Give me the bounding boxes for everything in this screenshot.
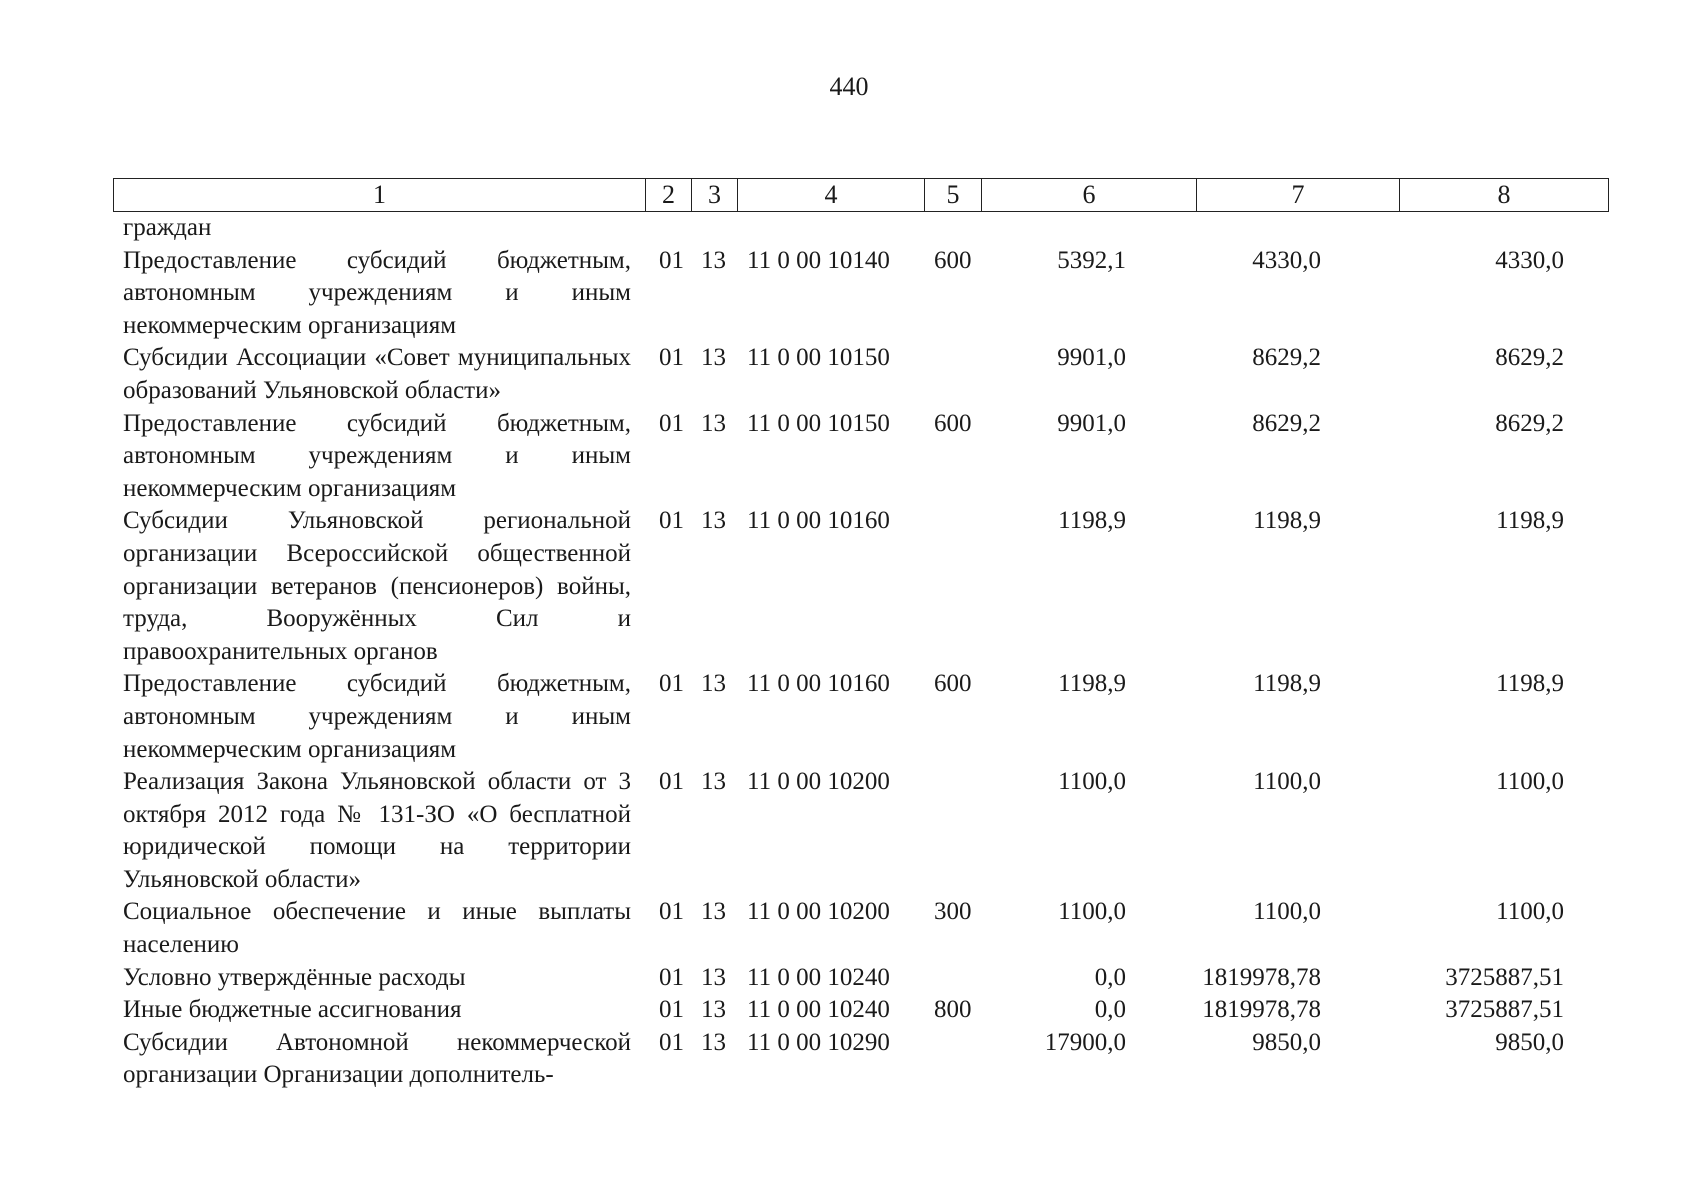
row-description: Реализация Закона Ульяновской области от 3 октября 2012 года № 131-ЗО «О бесплатной юридической помощи на территории Ульяновской области» — [123, 768, 631, 893]
row-subsection: 13 — [701, 507, 726, 535]
row-subsection: 13 — [701, 409, 726, 437]
row-amount-col6: 9901,0 — [1057, 344, 1126, 372]
row-amount-col7 — [1196, 212, 1399, 245]
row-amount-col7: 1819978,78 — [1202, 963, 1321, 991]
row-description: Предоставление субсидий бюджетным, автономным учреждениям и иным некоммерческим организациям — [123, 670, 631, 763]
row-target-article: 11 0 00 10160 — [747, 670, 890, 698]
row-amount-col6: 0,0 — [1094, 963, 1126, 991]
header-col-1: 1 — [114, 179, 646, 212]
budget-table — [113, 212, 1608, 1092]
row-target-article — [737, 212, 924, 245]
row-amount-col8: 1100,0 — [1496, 898, 1564, 926]
row-amount-col6: 1198,9 — [1058, 670, 1126, 698]
table-row — [113, 962, 1608, 995]
row-section: 01 — [659, 963, 684, 991]
row-amount-col7: 1100,0 — [1253, 768, 1321, 796]
row-subsection: 13 — [701, 246, 726, 274]
table-row — [113, 245, 1608, 343]
row-section: 01 — [659, 898, 684, 926]
row-target-article: 11 0 00 10140 — [747, 246, 890, 274]
row-expense-type — [924, 212, 981, 245]
header-col-4: 4 — [738, 179, 925, 212]
row-description: Социальное обеспечение и иные выплаты населению — [123, 898, 631, 959]
row-amount-col8 — [1399, 212, 1608, 245]
row-expense-type: 800 — [934, 996, 972, 1024]
row-amount-col8: 3725887,51 — [1445, 963, 1564, 991]
row-expense-type — [924, 505, 981, 668]
page-number: 440 — [829, 72, 869, 101]
row-section — [645, 212, 691, 245]
row-amount-col8: 8629,2 — [1495, 344, 1564, 372]
table-row — [113, 1027, 1608, 1092]
row-amount-col7: 1198,9 — [1253, 670, 1321, 698]
table-body — [113, 212, 1608, 1092]
row-section: 01 — [659, 996, 684, 1024]
row-amount-col6: 1100,0 — [1058, 898, 1126, 926]
row-expense-type — [924, 962, 981, 995]
row-description: Условно утверждённые расходы — [123, 963, 466, 991]
row-target-article: 11 0 00 10290 — [747, 1028, 890, 1056]
row-description: Субсидии Ассоциации «Совет муниципальных образований Ульяновской области» — [123, 344, 631, 404]
row-subsection: 13 — [701, 898, 726, 926]
row-description: граждан — [123, 214, 212, 241]
row-amount-col8: 8629,2 — [1495, 409, 1564, 437]
header-col-2: 2 — [646, 179, 692, 212]
row-amount-col8: 1100,0 — [1496, 768, 1564, 796]
row-section: 01 — [659, 1028, 684, 1056]
row-expense-type — [924, 342, 981, 407]
row-expense-type: 600 — [934, 246, 972, 274]
table-header — [113, 178, 1609, 212]
row-description: Субсидии Ульяновской региональной организации Всероссийской общественной организации ветеранов (пенсионеров) войны, труда, Вооружённых Сил и правоохранительных органов — [123, 507, 631, 665]
row-amount-col8: 4330,0 — [1495, 246, 1564, 274]
table-row — [113, 896, 1608, 961]
row-target-article: 11 0 00 10200 — [747, 898, 890, 926]
row-section: 01 — [659, 344, 684, 372]
row-subsection: 13 — [701, 996, 726, 1024]
row-amount-col8: 3725887,51 — [1445, 996, 1564, 1024]
row-expense-type — [924, 766, 981, 896]
row-amount-col7: 9850,0 — [1252, 1028, 1321, 1056]
row-amount-col7: 8629,2 — [1252, 409, 1321, 437]
row-description: Предоставление субсидий бюджетным, автономным учреждениям и иным некоммерческим организациям — [123, 246, 631, 339]
table-row — [113, 994, 1608, 1027]
table-row — [113, 212, 1608, 245]
row-section: 01 — [659, 768, 684, 796]
table-row — [113, 505, 1608, 668]
row-target-article: 11 0 00 10150 — [747, 409, 890, 437]
row-section: 01 — [659, 246, 684, 274]
row-expense-type: 300 — [934, 898, 972, 926]
row-description: Субсидии Автономной некоммерческой организации Организации дополнитель- — [123, 1028, 631, 1089]
row-expense-type: 600 — [934, 409, 972, 437]
table-row — [113, 342, 1608, 407]
row-target-article: 11 0 00 10160 — [747, 507, 890, 535]
row-amount-col6: 9901,0 — [1057, 409, 1126, 437]
row-amount-col7: 1100,0 — [1253, 898, 1321, 926]
row-amount-col6: 0,0 — [1094, 996, 1126, 1024]
row-subsection: 13 — [701, 670, 726, 698]
table-row — [113, 408, 1608, 506]
row-amount-col6 — [981, 212, 1196, 245]
row-amount-col7: 8629,2 — [1252, 344, 1321, 372]
header-col-6: 6 — [982, 179, 1197, 212]
row-subsection: 13 — [701, 344, 726, 372]
table-row — [113, 766, 1608, 896]
row-amount-col6: 17900,0 — [1044, 1028, 1126, 1056]
row-subsection: 13 — [701, 768, 726, 796]
header-col-3: 3 — [692, 179, 738, 212]
row-amount-col8: 1198,9 — [1496, 507, 1564, 535]
header-col-8: 8 — [1400, 179, 1609, 212]
row-expense-type: 600 — [934, 670, 972, 698]
row-description: Иные бюджетные ассигнования — [123, 996, 462, 1024]
table-row — [113, 668, 1608, 766]
row-target-article: 11 0 00 10240 — [747, 996, 890, 1024]
row-subsection — [691, 212, 737, 245]
row-section: 01 — [659, 670, 684, 698]
header-col-5: 5 — [925, 179, 982, 212]
row-target-article: 11 0 00 10150 — [747, 344, 890, 372]
row-amount-col8: 9850,0 — [1495, 1028, 1564, 1056]
header-col-7: 7 — [1197, 179, 1400, 212]
row-amount-col7: 1819978,78 — [1202, 996, 1321, 1024]
row-description: Предоставление субсидий бюджетным, автономным учреждениям и иным некоммерческим организациям — [123, 409, 631, 502]
row-amount-col6: 1198,9 — [1058, 507, 1126, 535]
row-amount-col7: 4330,0 — [1252, 246, 1321, 274]
row-section: 01 — [659, 507, 684, 535]
row-expense-type — [924, 1027, 981, 1092]
row-subsection: 13 — [701, 963, 726, 991]
row-amount-col7: 1198,9 — [1253, 507, 1321, 535]
row-section: 01 — [659, 409, 684, 437]
row-amount-col8: 1198,9 — [1496, 670, 1564, 698]
row-amount-col6: 5392,1 — [1057, 246, 1126, 274]
row-target-article: 11 0 00 10200 — [747, 768, 890, 796]
row-target-article: 11 0 00 10240 — [747, 963, 890, 991]
row-subsection: 13 — [701, 1028, 726, 1056]
row-amount-col6: 1100,0 — [1058, 768, 1126, 796]
